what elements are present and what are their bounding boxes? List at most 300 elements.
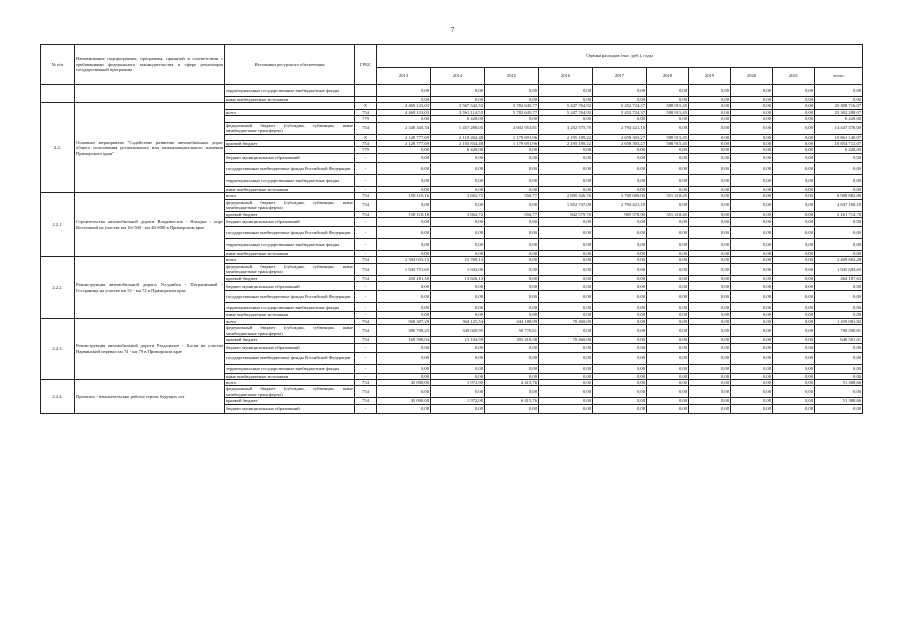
year-value: 0,00 (431, 239, 485, 251)
year-value: 0,00 (773, 364, 815, 373)
year-value: 0,00 (773, 162, 815, 174)
year-value: 0,00 (593, 239, 647, 251)
year-value: 0,00 (647, 312, 689, 318)
year-value: 0,00 (539, 325, 593, 337)
year-value: 0,00 (731, 282, 773, 291)
year-value: 0,00 (731, 303, 773, 312)
year-value: 0,00 (689, 103, 731, 109)
year-value: 2 110 262,48 (431, 134, 485, 140)
year-value: 0,00 (647, 122, 689, 134)
year-value: 0,00 (689, 97, 731, 103)
year-value: 45 000,00 (377, 379, 431, 385)
year-value: 0,00 (431, 312, 485, 318)
year-value: 0,00 (647, 227, 689, 239)
year-value: 3 662,72 (431, 211, 485, 217)
funding-source: краевой бюджет (225, 337, 355, 343)
year-value: 169 598,04 (377, 337, 431, 343)
year-value: 0,00 (731, 193, 773, 199)
year-value: 0,00 (593, 318, 647, 324)
year-value: 0,00 (731, 352, 773, 364)
year-value: 0,00 (485, 251, 539, 257)
year-value: 0,00 (647, 275, 689, 281)
year-value: 0,00 (593, 291, 647, 303)
year-value: 0,00 (485, 162, 539, 174)
year-value: 0,00 (773, 122, 815, 134)
year-value: 0,00 (689, 109, 731, 115)
total-value: 0,00 (815, 343, 863, 352)
header-year: 2015 (485, 68, 539, 85)
year-value: 0,00 (377, 227, 431, 239)
year-value: 0,00 (593, 325, 647, 337)
year-value: 0,00 (539, 147, 593, 153)
funding-source: бюджет муниципальных образований (225, 153, 355, 162)
total-value: 6 428,00 (815, 116, 863, 122)
grbs-code: - (355, 218, 377, 227)
funding-source: федеральный бюджет (субсидии, субвенции, иные межбюджетные трансферты) (226, 199, 353, 211)
year-value: 0,00 (773, 199, 815, 211)
year-value: 588 915,45 (647, 141, 689, 147)
year-value: 0,00 (593, 373, 647, 379)
year-value: 588 915,45 (647, 109, 689, 115)
year-value: 4 469 123,03 (377, 109, 431, 115)
total-value: 51 388,66 (815, 379, 863, 385)
year-value: 5 447 764,92 (539, 109, 593, 115)
year-value: 0,00 (773, 116, 815, 122)
program-name: Проектно - изыскательские работы строек будущих лет (75, 379, 225, 413)
year-value: 0,00 (485, 199, 539, 211)
funding-source: всего (225, 257, 355, 263)
year-value: 2 658 303,27 (593, 134, 647, 140)
year-value: 0,00 (539, 257, 593, 263)
year-value: 0,00 (689, 379, 731, 385)
grbs-code: 754 (355, 398, 377, 404)
year-value: 0,00 (593, 364, 647, 373)
year-value: 0,00 (485, 116, 539, 122)
header-year: 2017 (593, 68, 647, 85)
year-value: 1 852 747,00 (539, 199, 593, 211)
year-value: 0,00 (431, 199, 485, 211)
funding-source: бюджет муниципальных образований (225, 218, 355, 227)
grbs-code: - (355, 364, 377, 373)
total-value: 0,00 (815, 174, 863, 186)
year-value: 0,00 (773, 257, 815, 263)
funding-source: краевой бюджет (225, 141, 355, 147)
year-value: 0,00 (539, 186, 593, 192)
total-value: 10 861 140,07 (815, 134, 863, 140)
year-value: 0,00 (773, 325, 815, 337)
year-value: 0,00 (485, 239, 539, 251)
year-value: 0,00 (377, 153, 431, 162)
year-value: 0,00 (593, 337, 647, 343)
year-value: 0,00 (539, 291, 593, 303)
total-value: 2 261 714,70 (815, 211, 863, 217)
year-value: 0,00 (647, 364, 689, 373)
year-value: 2 658 303,27 (593, 141, 647, 147)
year-value: 349 020,95 (431, 325, 485, 337)
budget-table (40, 44, 863, 414)
year-value: 0,00 (593, 386, 647, 398)
year-value: 0,00 (539, 218, 593, 227)
year-value: 1 972,90 (431, 379, 485, 385)
year-value: 0,00 (689, 174, 731, 186)
year-value: 0,00 (485, 364, 539, 373)
total-value: 6 908 882,80 (815, 193, 863, 199)
year-value: 0,00 (731, 218, 773, 227)
year-value: 0,00 (773, 337, 815, 343)
year-value: 158 118,16 (377, 193, 431, 199)
year-value: 905 578,90 (593, 211, 647, 217)
year-value: 0,00 (377, 199, 431, 211)
grbs-code: - (355, 239, 377, 251)
year-value: 0,00 (689, 193, 731, 199)
year-value: 0,00 (689, 398, 731, 404)
year-value: 0,00 (647, 263, 689, 275)
year-value: 560 307,29 (377, 318, 431, 324)
table-row (41, 85, 863, 97)
program-name: Строительство автомобильной дороги Владивосток - Находка - порт Восточный на участке км 16+500 - км 40+800 в Приморском крае (75, 193, 225, 257)
year-value: 3 561 114,53 (431, 109, 485, 115)
year-value: 0,00 (485, 373, 539, 379)
total-value: 790 500,81 (815, 325, 863, 337)
funding-source: государственные внебюджетные фонды Российской Федерации (225, 352, 355, 364)
year-value: 0,00 (773, 103, 815, 109)
year-value: 0,00 (593, 218, 647, 227)
year-value: 0,00 (773, 174, 815, 186)
year-value: 0,00 (731, 257, 773, 263)
year-value: 6 415,76 (485, 398, 539, 404)
funding-source: краевой бюджет (225, 398, 355, 404)
table-header (41, 45, 863, 85)
year-value: 0,00 (647, 398, 689, 404)
year-value: 0,00 (731, 141, 773, 147)
grbs-code: - (355, 343, 377, 352)
program-name: Реконструкция автомобильной дороги Раздольное - Хасан на участке Нарвинский перевал км 74 - км 79 в Приморском крае (75, 318, 225, 379)
year-value: 0,00 (593, 312, 647, 318)
year-value: 0,00 (773, 147, 815, 153)
year-value: 0,00 (539, 352, 593, 364)
total-value: 25 308 716,07 (815, 103, 863, 109)
year-value: 0,00 (377, 312, 431, 318)
year-value: 0,00 (485, 174, 539, 186)
year-value: 0,00 (731, 343, 773, 352)
year-value: 0,00 (773, 404, 815, 413)
program-name: Реконструкция автомобильной дороги Уссурийск - Пограничный - Госграница на участке км 51 - км 72 в Приморском крае (75, 257, 225, 318)
grbs-code: X (355, 103, 377, 109)
year-value: 0,00 (689, 122, 731, 134)
grbs-code: - (355, 303, 377, 312)
year-value: 0,00 (773, 291, 815, 303)
year-value: 0,00 (731, 263, 773, 275)
year-value: 0,00 (539, 275, 593, 281)
grbs-code: - (355, 153, 377, 162)
total-value: 25 302 288,07 (815, 109, 863, 115)
year-value: 0,00 (731, 134, 773, 140)
year-value: 0,00 (485, 85, 539, 97)
grbs-code: - (355, 404, 377, 413)
funding-source: иные внебюджетные источники (225, 251, 355, 257)
grbs-code: 754 (355, 318, 377, 324)
grbs-code: 754 (355, 199, 377, 211)
year-value: 0,00 (647, 343, 689, 352)
funding-source: краевой бюджет (225, 275, 355, 281)
year-value: 450 281,50 (377, 275, 431, 281)
grbs-code: 754 (355, 337, 377, 343)
grbs-code: - (355, 174, 377, 186)
funding-source: государственные внебюджетные фонды Российской Федерации (225, 291, 355, 303)
funding-source: бюджет муниципальных образований (225, 343, 355, 352)
year-value: 0,00 (773, 251, 815, 257)
year-value: 0,00 (731, 186, 773, 192)
year-value: 0,00 (377, 343, 431, 352)
year-value: 0,00 (431, 153, 485, 162)
year-value: 0,00 (485, 218, 539, 227)
year-value: 351 218,45 (647, 193, 689, 199)
total-value: 4 647 168,10 (815, 199, 863, 211)
year-value: 0,00 (593, 153, 647, 162)
year-value: 2 794 421,10 (593, 122, 647, 134)
year-value: 0,00 (593, 303, 647, 312)
year-value: 0,00 (773, 153, 815, 162)
year-value: 0,00 (593, 263, 647, 275)
program-name (75, 85, 225, 103)
year-value: 0,00 (731, 337, 773, 343)
year-value: 0,00 (377, 174, 431, 186)
year-value: 0,00 (773, 218, 815, 227)
header-year: 2014 (431, 68, 485, 85)
total-value: 51 388,66 (815, 398, 863, 404)
year-value: 0,00 (647, 352, 689, 364)
year-value: 0,00 (377, 186, 431, 192)
year-value: 0,00 (485, 153, 539, 162)
funding-source: федеральный бюджет (субсидии, субвенции, иные межбюджетные трансферты) (226, 325, 353, 336)
year-value: 0,00 (431, 291, 485, 303)
year-value: 0,00 (731, 239, 773, 251)
year-value: 0,00 (377, 116, 431, 122)
funding-source: государственные внебюджетные фонды Российской Федерации (225, 162, 355, 174)
year-value: 4 602 953,81 (485, 122, 539, 134)
year-value: 1 943,00 (431, 263, 485, 275)
year-value: 0,00 (647, 379, 689, 385)
header-estimate: Оценка расходов (тыс. руб.), годы (377, 45, 863, 68)
year-value: 0,00 (485, 312, 539, 318)
year-value: 0,00 (731, 312, 773, 318)
year-value: 0,00 (485, 282, 539, 291)
year-value: 0,00 (689, 218, 731, 227)
year-value: 0,00 (377, 251, 431, 257)
total-value: 0,00 (815, 186, 863, 192)
year-value: 2 195 189,22 (539, 141, 593, 147)
year-value: 0,00 (485, 227, 539, 239)
grbs-code: 754 (355, 379, 377, 385)
year-value: 0,00 (731, 174, 773, 186)
year-value: 0,00 (689, 134, 731, 140)
year-value: 0,00 (593, 227, 647, 239)
year-value: 0,00 (731, 251, 773, 257)
year-value: 15 769,13 (431, 257, 485, 263)
header-year: 2021 (773, 68, 815, 85)
year-value: 0,00 (593, 379, 647, 385)
year-value: 0,00 (689, 352, 731, 364)
year-value: 0,00 (689, 386, 731, 398)
grbs-code: 754 (355, 122, 377, 134)
year-value: 0,00 (647, 199, 689, 211)
year-value: 45 000,00 (377, 398, 431, 404)
year-value: 842 579,70 (539, 211, 593, 217)
funding-source: иные внебюджетные источники (225, 97, 355, 103)
year-value: 0,00 (731, 373, 773, 379)
year-value: 0,00 (539, 373, 593, 379)
total-value: 464 107,63 (815, 275, 863, 281)
total-value: 0,00 (815, 227, 863, 239)
total-value: 0,00 (815, 404, 863, 413)
year-value: 0,00 (731, 116, 773, 122)
year-value: 1 972,90 (431, 398, 485, 404)
total-value: 0,00 (815, 153, 863, 162)
grbs-code: 754 (355, 325, 377, 337)
funding-source: бюджет муниципальных образований (225, 404, 355, 413)
year-value: 0,00 (773, 282, 815, 291)
year-value: 0,00 (377, 97, 431, 103)
year-value: 0,00 (689, 291, 731, 303)
year-value: 2 794 421,10 (593, 199, 647, 211)
year-value: 0,00 (593, 282, 647, 291)
funding-source: всего (225, 318, 355, 324)
year-value: 158 118,16 (377, 211, 431, 217)
year-value: 15 104,59 (431, 337, 485, 343)
header-year: 2020 (731, 68, 773, 85)
year-value: 0,00 (485, 257, 539, 263)
year-value: 0,00 (539, 303, 593, 312)
year-value: 0,00 (647, 239, 689, 251)
total-value: 10 854 712,07 (815, 141, 863, 147)
year-value: 0,00 (539, 379, 593, 385)
funding-source: иные внебюджетные источники (225, 373, 355, 379)
year-value: 70 460,00 (539, 318, 593, 324)
year-value: 0,00 (377, 291, 431, 303)
year-value: 0,00 (647, 85, 689, 97)
year-value: 0,00 (773, 352, 815, 364)
year-value: 0,00 (647, 386, 689, 398)
year-value: 0,00 (539, 239, 593, 251)
funding-source: государственные внебюджетные фонды Российской Федерации (225, 227, 355, 239)
year-value: 0,00 (689, 282, 731, 291)
year-value: 0,00 (377, 373, 431, 379)
year-value: 0,00 (593, 147, 647, 153)
year-value: 3 662,72 (431, 193, 485, 199)
year-value: 393 418,38 (485, 337, 539, 343)
year-value: 588 915,45 (647, 134, 689, 140)
row-index: 2.2.4. (41, 379, 75, 413)
year-value: 0,00 (539, 162, 593, 174)
funding-source: иные внебюджетные источники (225, 186, 355, 192)
year-value: 0,00 (647, 303, 689, 312)
year-value: 0,00 (773, 239, 815, 251)
year-value: 4 469 123,03 (377, 103, 431, 109)
year-value: 0,00 (689, 162, 731, 174)
year-value: 5 782 645,77 (485, 109, 539, 115)
funding-source: бюджет муниципальных образований (225, 282, 355, 291)
year-value: 0,00 (731, 379, 773, 385)
program-name: Основное мероприятие "Содействие развитию автомобильных дорог общего пользования регионального или межмуниципального значения Приморского края" (75, 103, 225, 193)
year-value: 0,00 (377, 239, 431, 251)
year-value: 0,00 (593, 174, 647, 186)
year-value: 0,00 (593, 275, 647, 281)
year-value: 0,00 (731, 364, 773, 373)
funding-source: территориальные государственные внебюджетные фонды (225, 303, 355, 312)
year-value: 0,00 (773, 373, 815, 379)
year-value: 0,00 (377, 404, 431, 413)
funding-source: всего (225, 379, 355, 385)
year-value: 5 452 724,37 (593, 109, 647, 115)
funding-source: всего (225, 109, 355, 115)
year-value: 0,00 (431, 386, 485, 398)
year-value: 0,00 (431, 97, 485, 103)
year-value: 0,00 (647, 97, 689, 103)
year-value: 0,00 (731, 97, 773, 103)
year-value: 0,00 (647, 174, 689, 186)
funding-source: территориальные государственные внебюджетные фонды (225, 174, 355, 186)
grbs-code: 754 (355, 386, 377, 398)
year-value: 0,00 (773, 318, 815, 324)
year-value: 0,00 (539, 97, 593, 103)
header-total: всего (815, 68, 863, 85)
grbs-code: 754 (355, 211, 377, 217)
year-value: 0,00 (377, 386, 431, 398)
year-value: 0,00 (593, 352, 647, 364)
year-value: 0,00 (647, 325, 689, 337)
year-value: 0,00 (431, 282, 485, 291)
year-value: 0,00 (593, 85, 647, 97)
year-value: 0,00 (689, 141, 731, 147)
year-value: 0,00 (647, 251, 689, 257)
year-value: 0,00 (431, 85, 485, 97)
row-index: 2.2. (41, 103, 75, 193)
year-value: 0,00 (689, 318, 731, 324)
year-value: 0,00 (539, 312, 593, 318)
year-value: 0,00 (731, 103, 773, 109)
year-value: 0,00 (731, 85, 773, 97)
year-value: 2 103 834,48 (431, 141, 485, 147)
header-year: 2018 (647, 68, 689, 85)
year-value: 2 394 033,15 (377, 257, 431, 263)
grbs-code: 754 (355, 109, 377, 115)
year-value: 5 452 724,37 (593, 103, 647, 109)
total-value: 1 439 081,82 (815, 318, 863, 324)
year-value: 0,00 (647, 257, 689, 263)
grbs-code: - (355, 251, 377, 257)
year-value: 0,00 (377, 303, 431, 312)
funding-source: территориальные государственные внебюджетные фонды (225, 239, 355, 251)
year-value: 0,00 (689, 257, 731, 263)
year-value: 0,00 (689, 373, 731, 379)
year-value: 0,00 (647, 116, 689, 122)
year-value: 0,00 (539, 251, 593, 257)
year-value: 0,00 (485, 404, 539, 413)
year-value: 0,00 (377, 85, 431, 97)
total-value: 1 945 694,65 (815, 263, 863, 275)
year-value: 0,00 (647, 337, 689, 343)
year-value: 0,00 (689, 186, 731, 192)
row-index: 2.2.3. (41, 318, 75, 379)
year-value: 0,00 (647, 373, 689, 379)
header-grbs: ГРБС (355, 45, 377, 85)
grbs-code: X (355, 134, 377, 140)
year-value: 0,00 (689, 199, 731, 211)
year-value: 50 770,61 (485, 325, 539, 337)
year-value: 0,00 (377, 218, 431, 227)
year-value: 0,00 (647, 147, 689, 153)
year-value: 0,00 (773, 379, 815, 385)
